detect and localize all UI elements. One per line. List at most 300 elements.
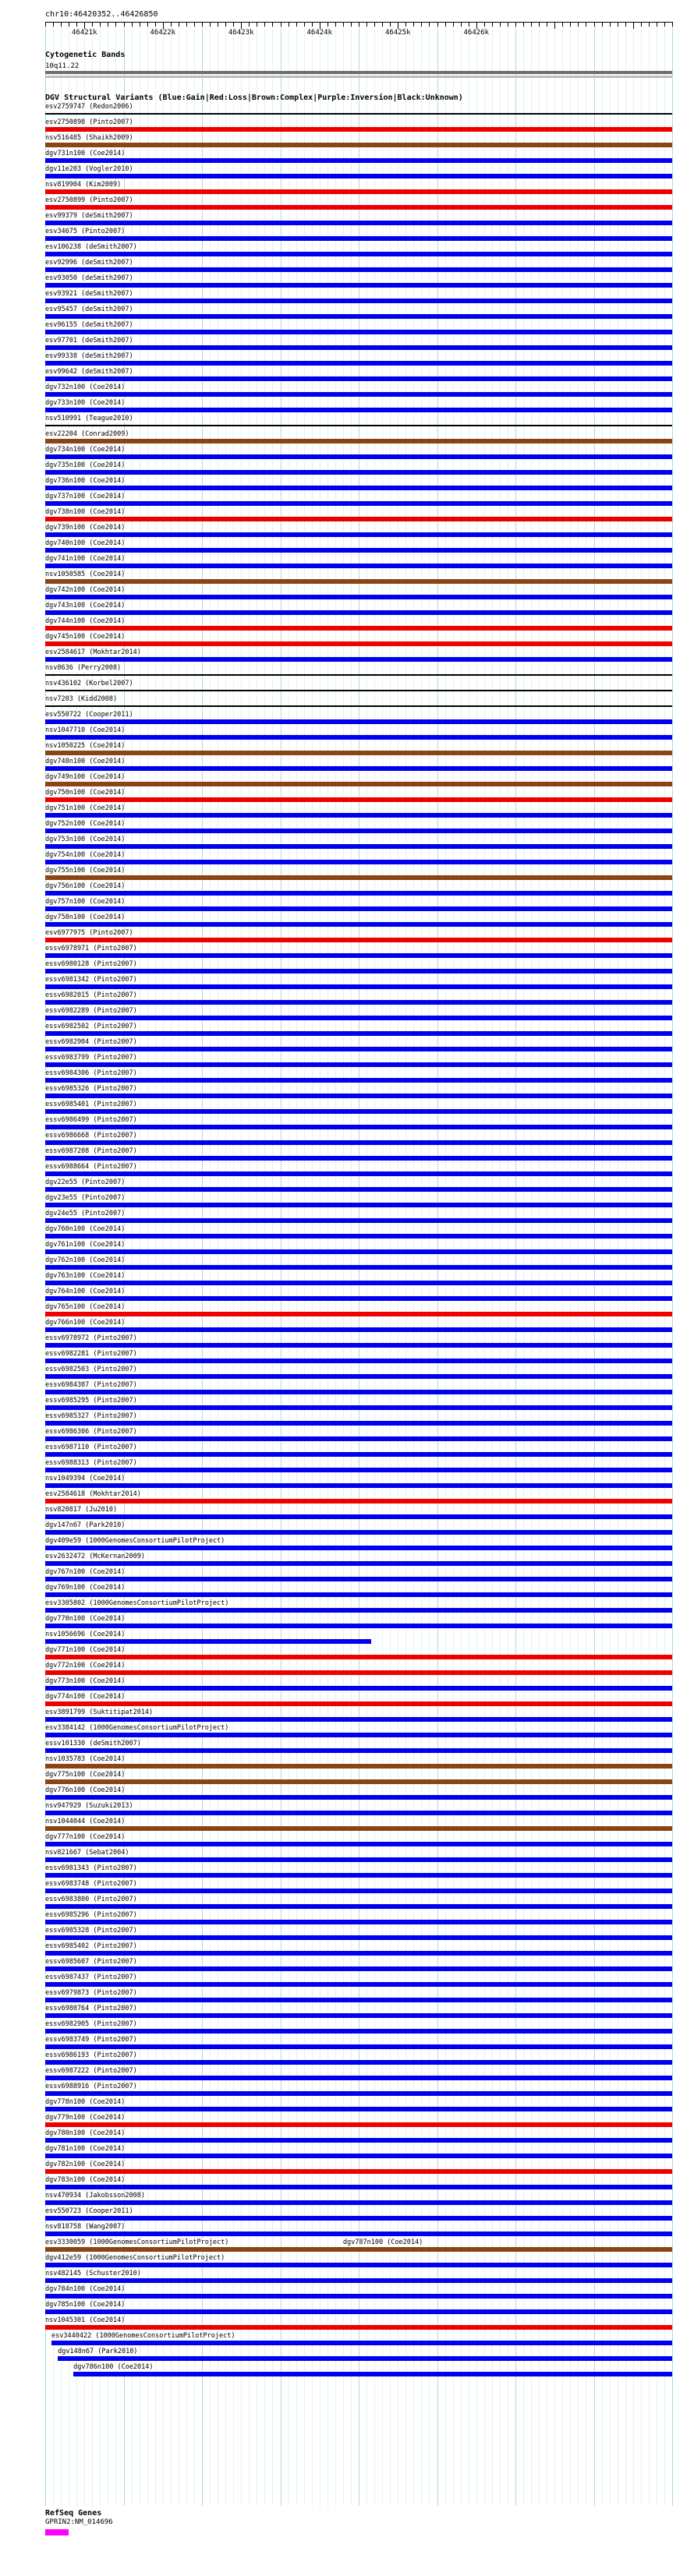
variant-row[interactable] <box>45 2207 672 2223</box>
variant-bar[interactable] <box>45 392 672 397</box>
variant-row[interactable] <box>45 851 672 867</box>
variant-bar[interactable] <box>45 1296 672 1301</box>
variant-row[interactable] <box>45 2332 672 2348</box>
variant-row[interactable] <box>45 1646 672 1662</box>
refseq-gene-bar[interactable] <box>45 2529 69 2535</box>
variant-row[interactable] <box>45 259 672 274</box>
variant-bar[interactable] <box>45 1343 672 1348</box>
variant-row[interactable] <box>45 1023 672 1038</box>
variant-bar[interactable] <box>45 486 672 490</box>
variant-bar[interactable] <box>45 953 672 958</box>
ruler-tick <box>523 22 524 27</box>
variant-bar[interactable] <box>45 439 672 443</box>
variant-row[interactable] <box>45 1755 672 1771</box>
variant-row[interactable] <box>45 836 672 851</box>
variant-row[interactable] <box>45 789 672 804</box>
variant-bar[interactable] <box>45 610 672 615</box>
variant-bar[interactable] <box>45 1327 672 1332</box>
variant-bar[interactable] <box>45 1826 672 1831</box>
variant-bar[interactable] <box>45 2060 672 2065</box>
variant-bar[interactable] <box>45 2325 672 2330</box>
variant-bar[interactable] <box>45 719 672 724</box>
variant-row[interactable] <box>45 1038 672 1054</box>
variant-row[interactable] <box>45 2270 672 2285</box>
variant-bar[interactable] <box>45 1140 672 1145</box>
variant-row[interactable] <box>45 1132 672 1147</box>
variant-bar[interactable] <box>45 454 672 459</box>
variant-bar[interactable] <box>45 1218 672 1223</box>
variant-row[interactable] <box>45 2239 672 2254</box>
variant-row[interactable] <box>45 1459 672 1475</box>
variant-row[interactable] <box>45 2301 672 2316</box>
variant-bar[interactable] <box>45 1982 672 1987</box>
variant-row[interactable] <box>45 960 672 976</box>
variant-row[interactable] <box>45 1521 672 1537</box>
variant-bar[interactable] <box>45 1857 672 1862</box>
variant-bar[interactable] <box>45 2138 672 2143</box>
variant-bar[interactable] <box>45 2091 672 2096</box>
variant-bar[interactable] <box>45 1670 672 1675</box>
variant-bar[interactable] <box>45 1359 672 1363</box>
variant-bar[interactable] <box>45 1624 672 1628</box>
variant-bar[interactable] <box>45 1873 672 1878</box>
ruler-tick <box>610 22 611 27</box>
variant-row[interactable] <box>45 477 672 493</box>
variant-bar[interactable] <box>45 2169 672 2174</box>
variant-bar[interactable] <box>45 1094 672 1098</box>
variant-bar[interactable] <box>45 1187 672 1192</box>
variant-bar[interactable] <box>45 1779 672 1784</box>
variant-label: essv6986193 (Pinto2007) <box>45 2051 137 2059</box>
variant-bar[interactable] <box>45 1733 672 1737</box>
variant-row[interactable] <box>45 867 672 882</box>
variant-row[interactable] <box>45 929 672 945</box>
variant-row[interactable] <box>45 1615 672 1631</box>
variant-row[interactable] <box>45 1288 672 1303</box>
variant-bar[interactable] <box>45 690 672 691</box>
variant-row[interactable] <box>45 1568 672 1584</box>
variant-row[interactable] <box>45 352 672 368</box>
variant-row[interactable] <box>45 1085 672 1101</box>
variant-bar[interactable] <box>45 2278 672 2283</box>
variant-bar[interactable] <box>45 797 672 802</box>
variant-row[interactable] <box>45 493 672 508</box>
variant-bar[interactable] <box>45 1016 672 1020</box>
variant-bar[interactable] <box>45 813 672 818</box>
variant-bar[interactable] <box>45 113 672 115</box>
variant-bar[interactable] <box>45 1468 672 1472</box>
variant-bar[interactable] <box>45 595 672 599</box>
variant-row[interactable] <box>45 2083 672 2098</box>
variant-row[interactable] <box>45 2161 672 2176</box>
variant-row[interactable] <box>45 399 672 415</box>
variant-bar[interactable] <box>45 984 672 989</box>
variant-row[interactable] <box>45 2098 672 2114</box>
variant-row[interactable] <box>45 991 672 1007</box>
variant-bar[interactable] <box>45 1717 672 1722</box>
variant-row[interactable] <box>45 1007 672 1023</box>
variant-bar[interactable] <box>45 1904 672 1909</box>
variant-bar[interactable] <box>45 782 672 786</box>
variant-row[interactable] <box>45 882 672 898</box>
variant-bar[interactable] <box>45 2154 672 2158</box>
variant-row[interactable] <box>45 103 672 118</box>
variant-row[interactable] <box>45 976 672 991</box>
variant-row[interactable] <box>45 446 672 461</box>
variant-bar[interactable] <box>45 1966 672 1971</box>
variant-row[interactable] <box>45 1631 672 1646</box>
variant-bar[interactable] <box>45 470 672 475</box>
variant-bar[interactable] <box>45 1608 672 1613</box>
variant-row[interactable] <box>45 664 672 680</box>
variant-row[interactable] <box>45 1740 672 1755</box>
variant-bar[interactable] <box>45 1686 672 1691</box>
variant-bar[interactable] <box>45 1499 672 1504</box>
variant-row[interactable] <box>45 2145 672 2161</box>
variant-bar[interactable] <box>45 1421 672 1426</box>
variant-row[interactable] <box>45 2316 672 2332</box>
variant-bar[interactable] <box>45 314 672 319</box>
variant-row[interactable] <box>45 1584 672 1599</box>
variant-bar[interactable] <box>45 1483 672 1488</box>
variant-bar[interactable] <box>45 1062 672 1067</box>
variant-row[interactable] <box>45 1911 672 1927</box>
variant-bar[interactable] <box>45 517 672 521</box>
variant-row[interactable] <box>45 1428 672 1443</box>
variant-bar[interactable] <box>45 1514 672 1519</box>
variant-row[interactable] <box>45 430 672 446</box>
variant-row[interactable] <box>45 1896 672 1911</box>
variant-row[interactable] <box>45 1334 672 1350</box>
variant-bar[interactable] <box>45 1405 672 1410</box>
variant-row[interactable] <box>45 2114 672 2129</box>
variant-bar[interactable] <box>45 1842 672 1846</box>
variant-row[interactable] <box>45 1553 672 1568</box>
variant-row[interactable] <box>45 2129 672 2145</box>
variant-row[interactable] <box>45 461 672 477</box>
variant-row[interactable] <box>45 773 672 789</box>
variant-bar[interactable] <box>45 1561 672 1566</box>
variant-row[interactable] <box>45 555 672 571</box>
variant-bar[interactable] <box>45 891 672 896</box>
variant-bar[interactable] <box>45 267 672 272</box>
variant-row[interactable] <box>45 1412 672 1428</box>
variant-row[interactable] <box>45 118 672 134</box>
variant-row[interactable] <box>45 1443 672 1459</box>
variant-bar[interactable] <box>45 1546 672 1550</box>
variant-row[interactable] <box>45 415 672 430</box>
variant-bar[interactable] <box>45 1951 672 1956</box>
variant-row[interactable] <box>45 150 672 165</box>
variant-bar[interactable] <box>45 906 672 911</box>
variant-row[interactable] <box>45 1818 672 1833</box>
variant-bar[interactable] <box>45 127 672 132</box>
variant-bar[interactable] <box>45 376 672 381</box>
variant-bar[interactable] <box>45 1577 672 1581</box>
variant-row[interactable] <box>45 2067 672 2083</box>
variant-row[interactable] <box>45 1849 672 1864</box>
coordinate-readout: chr10:46420352..46426850 <box>45 10 158 19</box>
variant-bar[interactable] <box>45 1265 672 1270</box>
variant-row[interactable] <box>45 1272 672 1288</box>
variant-row[interactable] <box>45 1974 672 1989</box>
variant-bar[interactable] <box>45 330 672 334</box>
variant-row[interactable] <box>45 1958 672 1974</box>
variant-row[interactable] <box>45 290 672 306</box>
variant-row[interactable] <box>45 1677 672 1693</box>
variant-bar[interactable] <box>45 143 672 147</box>
variant-bar[interactable] <box>45 236 672 241</box>
variant-row[interactable] <box>45 212 672 228</box>
variant-bar[interactable] <box>45 361 672 366</box>
variant-bar[interactable] <box>45 425 672 426</box>
variant-row[interactable] <box>45 1864 672 1880</box>
variant-bar[interactable] <box>45 345 672 350</box>
variant-bar[interactable] <box>45 2200 672 2205</box>
variant-row[interactable] <box>45 1319 672 1334</box>
variant-bar[interactable] <box>45 1795 672 1800</box>
variant-row[interactable] <box>45 181 672 196</box>
variant-row[interactable] <box>45 2223 672 2239</box>
variant-row[interactable] <box>45 243 672 259</box>
variant-row[interactable] <box>45 695 672 711</box>
variant-bar[interactable] <box>45 705 672 707</box>
variant-bar[interactable] <box>45 922 672 927</box>
variant-row[interactable] <box>45 804 672 820</box>
variant-bar[interactable] <box>45 1031 672 1036</box>
variant-row[interactable] <box>45 2285 672 2301</box>
variant-row[interactable] <box>45 1147 672 1163</box>
variant-bar[interactable] <box>45 1592 672 1597</box>
variant-bar[interactable] <box>45 579 672 584</box>
variant-bar[interactable] <box>45 1281 672 1285</box>
variant-bar[interactable] <box>45 860 672 864</box>
variant-row[interactable] <box>45 1802 672 1818</box>
variant-row[interactable] <box>45 1771 672 1786</box>
variant-row[interactable] <box>45 196 672 212</box>
variant-bar[interactable] <box>45 408 672 412</box>
variant-row[interactable] <box>45 1101 672 1116</box>
variant-bar[interactable] <box>45 969 672 974</box>
variant-bar[interactable] <box>45 1374 672 1379</box>
variant-row[interactable] <box>45 134 672 150</box>
variant-bar[interactable] <box>45 1312 672 1316</box>
variant-row[interactable] <box>45 368 672 383</box>
variant-row[interactable] <box>45 1241 672 1256</box>
variant-row[interactable] <box>45 274 672 290</box>
variant-bar[interactable] <box>45 2263 672 2267</box>
variant-bar[interactable] <box>45 2231 672 2236</box>
variant-bar[interactable] <box>45 1125 672 1129</box>
variant-bar[interactable] <box>58 2356 672 2361</box>
variant-bar[interactable] <box>45 158 672 163</box>
variant-row[interactable] <box>45 508 672 524</box>
variant-bar[interactable] <box>45 657 672 662</box>
variant-bar[interactable] <box>45 1764 672 1769</box>
variant-bar[interactable] <box>45 875 672 880</box>
variant-row[interactable] <box>45 680 672 695</box>
variant-row[interactable] <box>45 1506 672 1521</box>
variant-bar[interactable] <box>45 674 672 676</box>
variant-bar[interactable] <box>45 1436 672 1441</box>
variant-row[interactable] <box>45 1786 672 1802</box>
variant-row[interactable] <box>45 1708 672 1724</box>
variant-row[interactable] <box>45 1210 672 1225</box>
variant-row[interactable] <box>45 1927 672 1942</box>
variant-bar[interactable] <box>45 283 672 288</box>
variant-row[interactable] <box>45 1381 672 1397</box>
variant-row[interactable] <box>45 306 672 321</box>
variant-row[interactable] <box>45 1693 672 1708</box>
variant-row[interactable] <box>45 1833 672 1849</box>
variant-row[interactable] <box>45 1537 672 1553</box>
variant-bar[interactable] <box>73 2372 672 2376</box>
variant-bar[interactable] <box>45 2309 672 2314</box>
variant-bar[interactable] <box>45 626 672 631</box>
variant-bar[interactable] <box>45 299 672 303</box>
variant-row[interactable] <box>45 1194 672 1210</box>
variant-row[interactable] <box>45 321 672 337</box>
variant-row[interactable] <box>45 1225 672 1241</box>
variant-row[interactable] <box>45 1724 672 1740</box>
variant-row[interactable] <box>45 2036 672 2051</box>
variant-bar[interactable] <box>45 1748 672 1753</box>
variant-bar[interactable] <box>45 174 672 178</box>
variant-bar[interactable] <box>45 532 672 537</box>
variant-bar[interactable] <box>45 766 672 771</box>
variant-bar[interactable] <box>45 735 672 740</box>
variant-bar[interactable] <box>45 1889 672 1893</box>
variant-bar[interactable] <box>45 205 672 210</box>
variant-row[interactable] <box>45 165 672 181</box>
variant-bar[interactable] <box>45 1156 672 1161</box>
variant-row[interactable] <box>45 2254 672 2270</box>
variant-label: dgv749n100 (Coe2014) <box>45 773 126 781</box>
variant-row[interactable] <box>45 1942 672 1958</box>
variant-bar[interactable] <box>51 2341 672 2345</box>
variant-row[interactable] <box>45 945 672 960</box>
variant-bar[interactable] <box>45 1171 672 1176</box>
variant-row[interactable] <box>45 1490 672 1506</box>
variant-bar[interactable] <box>45 189 672 194</box>
variant-row[interactable] <box>45 2005 672 2020</box>
variant-row[interactable] <box>45 633 672 648</box>
variant-bar[interactable] <box>45 1998 672 2002</box>
variant-row[interactable] <box>45 1178 672 1194</box>
variant-bar[interactable] <box>45 2247 672 2252</box>
variant-bar[interactable] <box>45 1000 672 1005</box>
variant-row[interactable] <box>45 898 672 913</box>
variant-bar[interactable] <box>45 1078 672 1083</box>
variant-row[interactable] <box>45 571 672 586</box>
variant-row[interactable] <box>45 2020 672 2036</box>
variant-bar[interactable] <box>45 1109 672 1114</box>
variant-row[interactable] <box>45 2176 672 2192</box>
variant-row[interactable] <box>45 1366 672 1381</box>
variant-row[interactable] <box>45 586 672 602</box>
variant-row[interactable] <box>45 1350 672 1366</box>
variant-row[interactable] <box>45 228 672 243</box>
variant-bar[interactable] <box>45 2185 672 2189</box>
variant-bar[interactable] <box>45 1047 672 1051</box>
variant-row[interactable] <box>45 726 672 742</box>
variant-bar[interactable] <box>45 1234 672 1239</box>
variant-row[interactable] <box>45 1475 672 1490</box>
variant-row[interactable] <box>45 524 672 539</box>
variant-bar[interactable] <box>45 548 672 553</box>
variant-row[interactable] <box>45 1303 672 1319</box>
variant-row[interactable] <box>45 1069 672 1085</box>
variant-bar[interactable] <box>45 751 672 755</box>
variant-row[interactable] <box>45 2051 672 2067</box>
variant-row[interactable] <box>45 1662 672 1677</box>
variant-bar[interactable] <box>45 2216 672 2221</box>
variant-row[interactable] <box>45 617 672 633</box>
variant-row[interactable] <box>45 711 672 726</box>
variant-row[interactable] <box>45 913 672 929</box>
variant-bar[interactable] <box>45 1452 672 1457</box>
variant-bar[interactable] <box>45 1530 672 1535</box>
variant-row[interactable] <box>45 383 672 399</box>
variant-row[interactable] <box>45 758 672 773</box>
cytoband-bar[interactable] <box>45 71 672 74</box>
variant-bar[interactable] <box>45 1249 672 1254</box>
variant-bar[interactable] <box>45 1655 672 1659</box>
variant-row[interactable] <box>45 539 672 555</box>
variant-bar[interactable] <box>45 844 672 849</box>
variant-row[interactable] <box>45 2348 672 2363</box>
variant-row[interactable] <box>45 1163 672 1178</box>
variant-row[interactable] <box>45 2363 672 2379</box>
variant-bar[interactable] <box>45 1639 371 1644</box>
variant-bar[interactable] <box>45 2294 672 2299</box>
variant-row[interactable] <box>45 1256 672 1272</box>
variant-row[interactable] <box>45 1880 672 1896</box>
variant-row[interactable] <box>45 1397 672 1412</box>
variant-bar[interactable] <box>45 252 672 256</box>
variant-row[interactable] <box>45 2192 672 2207</box>
variant-bar[interactable] <box>45 829 672 833</box>
variant-bar[interactable] <box>45 1701 672 1706</box>
variant-bar[interactable] <box>45 938 672 942</box>
variant-bar[interactable] <box>45 2029 672 2034</box>
variant-bar[interactable] <box>45 641 672 646</box>
variant-bar[interactable] <box>45 2076 672 2080</box>
variant-bar[interactable] <box>45 1920 672 1924</box>
variant-row[interactable] <box>45 337 672 352</box>
variant-bar[interactable] <box>45 1390 672 1394</box>
variant-bar[interactable] <box>45 2122 672 2127</box>
variant-bar[interactable] <box>45 2013 672 2018</box>
variant-row[interactable] <box>45 602 672 617</box>
variant-row[interactable] <box>45 742 672 758</box>
variant-row[interactable] <box>45 1989 672 2005</box>
variant-bar[interactable] <box>45 1203 672 1207</box>
variant-bar[interactable] <box>45 1935 672 1940</box>
variant-label: dgv774n100 (Coe2014) <box>45 1693 126 1701</box>
variant-bar[interactable] <box>45 564 672 568</box>
variant-bar[interactable] <box>45 1811 672 1815</box>
variant-row[interactable] <box>45 1599 672 1615</box>
variant-bar[interactable] <box>45 221 672 225</box>
variant-bar[interactable] <box>45 2044 672 2049</box>
variant-bar[interactable] <box>45 501 672 506</box>
variant-row[interactable] <box>45 648 672 664</box>
variant-row[interactable] <box>45 1116 672 1132</box>
variant-row[interactable] <box>45 1054 672 1069</box>
variant-bar[interactable] <box>45 2107 672 2111</box>
variant-row[interactable] <box>45 820 672 836</box>
